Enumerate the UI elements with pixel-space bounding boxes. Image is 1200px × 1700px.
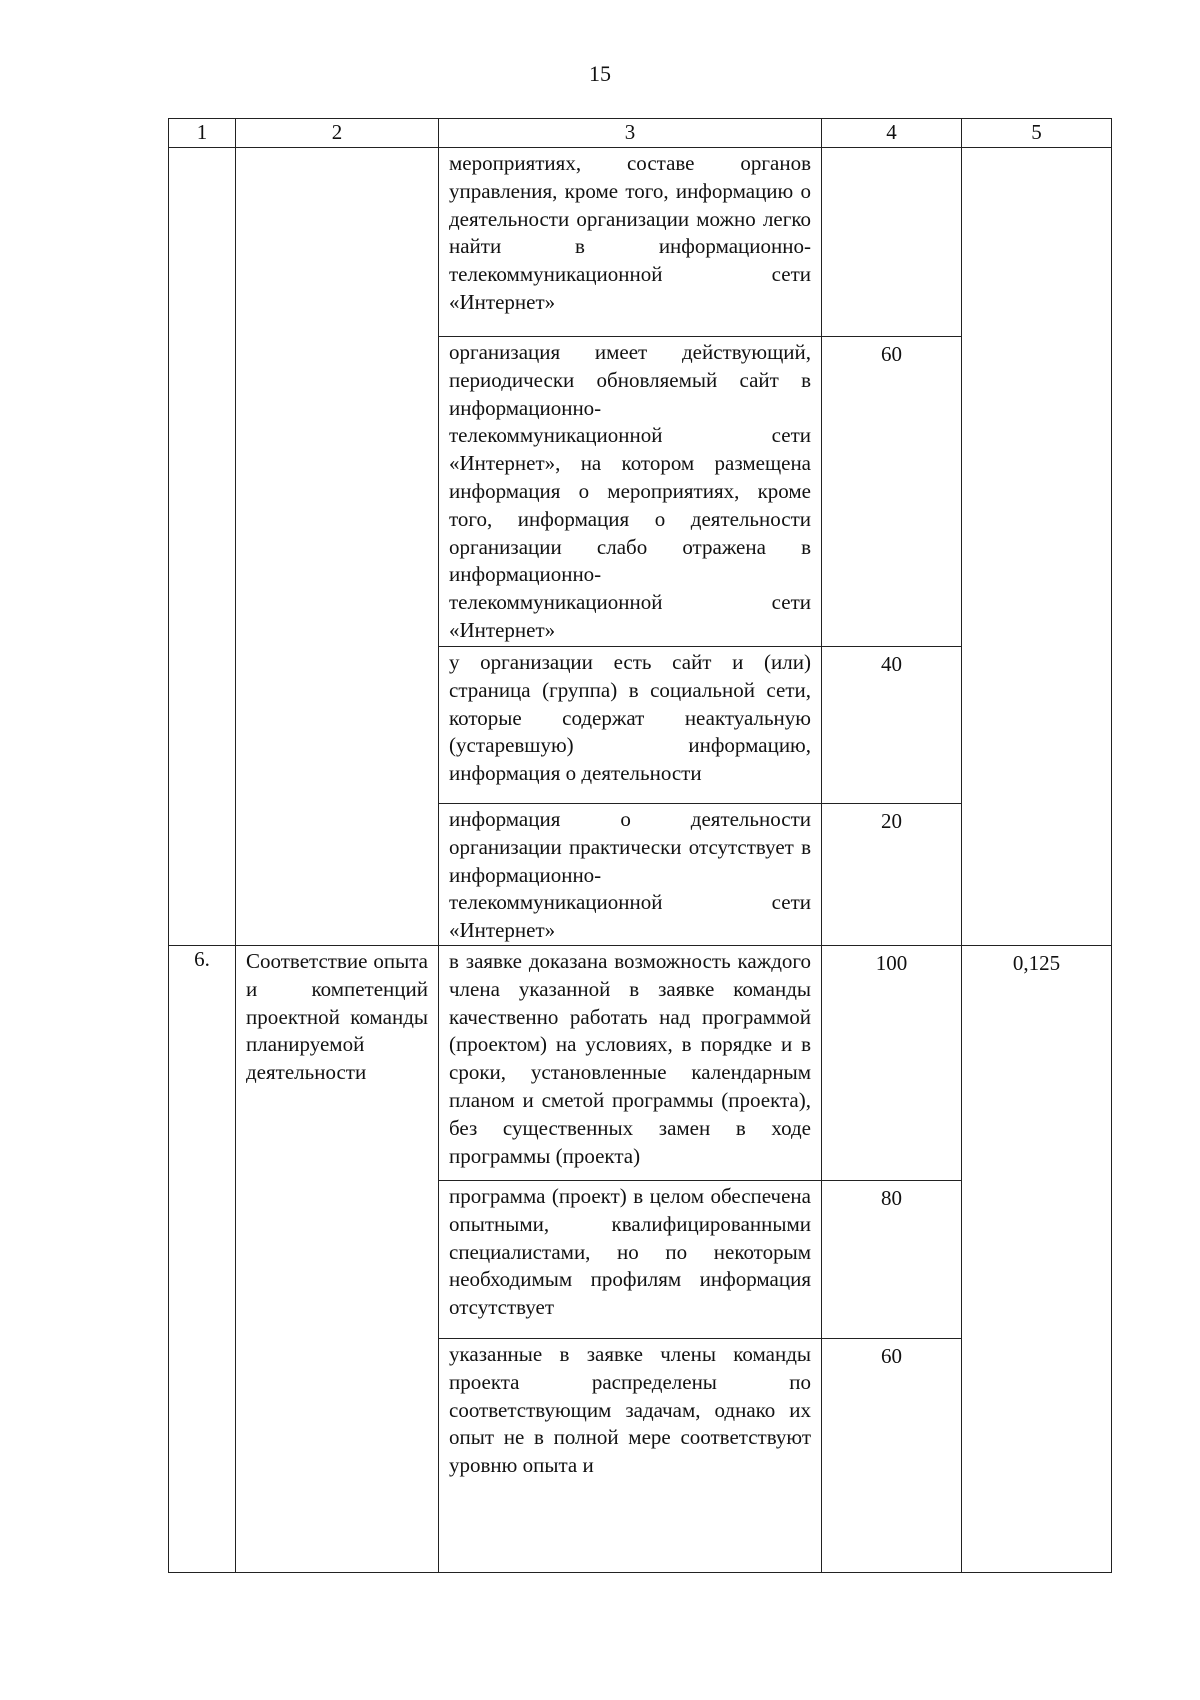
column-header-4: 4 — [822, 119, 962, 148]
criteria-table — [168, 118, 1112, 1573]
criterion-weight: 0,125 — [962, 945, 1112, 1572]
criterion-description: указанные в заявке члены команды проекта распределены по соответствующим задачам, однако их опыт не в полной мере соответствуют уровню опыта и — [439, 1338, 822, 1572]
criterion-score: 20 — [822, 804, 962, 946]
criterion-number: 6. — [169, 945, 236, 1572]
criterion-score: 100 — [822, 945, 962, 1180]
criterion-description: программа (проект) в целом обеспечена опытными, квалифицированными специалистами, но по некоторым необходимым профилям информация отсутствует — [439, 1180, 822, 1338]
table-row — [169, 148, 1112, 337]
criterion-name: Соответствие опыта и компетенций проектной команды планируемой деятельности — [236, 945, 439, 1572]
criterion-description: у организации есть сайт и (или) страница (группа) в социальной сети, которые содержат неактуальную (устаревшую) информацию, информация о деятельности — [439, 647, 822, 804]
criterion-description: информация о деятельности организации практически отсутствует в информационно-телекоммуникационной сети «Интернет» — [439, 804, 822, 946]
table-row — [169, 945, 1112, 1180]
criterion-score — [822, 148, 962, 337]
column-header-2: 2 — [236, 119, 439, 148]
criterion-score: 60 — [822, 1338, 962, 1572]
criterion-description: мероприятиях, составе органов управления, кроме того, информацию о деятельности организации можно легко найти в информационно-телекоммуникационной сети «Интернет» — [439, 148, 822, 337]
criterion-number — [169, 148, 236, 946]
column-header-3: 3 — [439, 119, 822, 148]
column-header-5: 5 — [962, 119, 1112, 148]
criterion-description: организация имеет действующий, периодически обновляемый сайт в информационно-телекоммуникационной сети «Интернет», на котором размещена информация о мероприятиях, кроме того, информация о деятельности организации слабо отражена в информационно-телекоммуникационной сети «Интернет» — [439, 337, 822, 647]
criterion-weight — [962, 148, 1112, 946]
criterion-score: 40 — [822, 647, 962, 804]
header-row — [169, 119, 1112, 148]
criterion-score: 80 — [822, 1180, 962, 1338]
criterion-description: в заявке доказана возможность каждого члена указанной в заявке команды качественно работать над программой (проектом) на условиях, в порядке и в сроки, установленные календарным планом и сметой программы (проекта), без существенных замен в ходе программы (проекта) — [439, 945, 822, 1180]
criterion-name — [236, 148, 439, 946]
column-header-1: 1 — [169, 119, 236, 148]
criterion-score: 60 — [822, 337, 962, 647]
page-number: 15 — [589, 61, 611, 86]
